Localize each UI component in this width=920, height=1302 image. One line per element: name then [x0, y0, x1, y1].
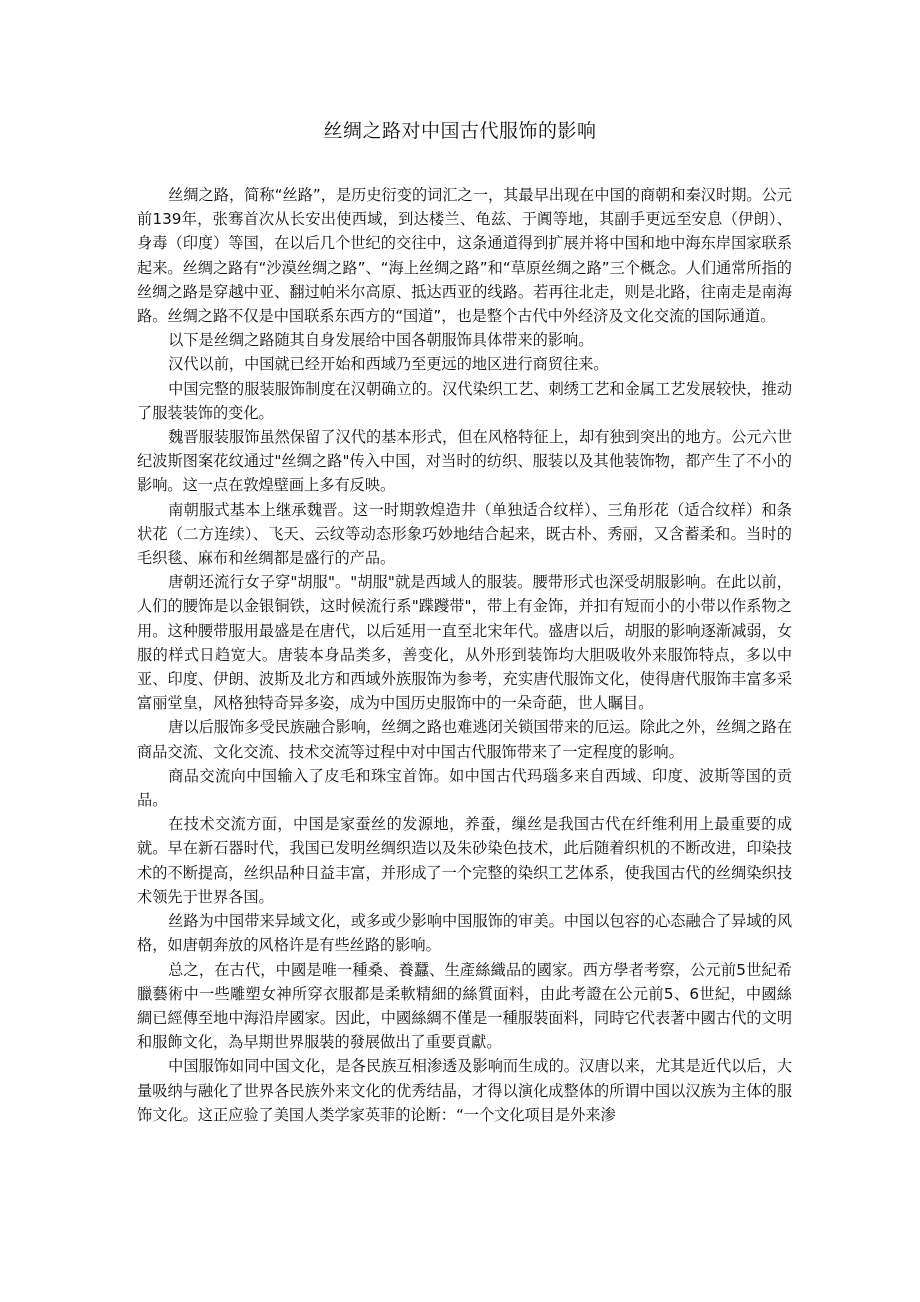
- document-title: 丝绸之路对中国古代服饰的影响: [323, 120, 597, 142]
- paragraph: 唐以后服饰多受民族融合影响，丝绸之路也难逃闭关锁国带来的厄运。除此之外，丝绸之路在商品交流、文化交流、技术交流等过程中对中国古代服饰带来了一定程度的影响。: [137, 718, 792, 761]
- paragraph: 丝路为中国带来异域文化，或多或少影响中国服饰的审美。中国以包容的心态融合了异域的风格，如唐朝奔放的风格许是有些丝路的影响。: [137, 912, 792, 955]
- paragraph: 汉代以前，中国就已经开始和西域乃至更远的地区进行商贸往来。: [168, 355, 609, 374]
- paragraph: 以下是丝绸之路随其自身发展给中国各朝服饰具体带来的影响。: [168, 331, 594, 350]
- paragraph: 中国完整的服装服饰制度在汉朝确立的。汉代染织工艺、刺绣工艺和金属工艺发展较快，推动了服装装饰的变化。: [137, 379, 792, 422]
- paragraph: 中国服饰如同中国文化，是各民族互相渗透及影响而生成的。汉唐以来，尤其是近代以后，大量吸纳与融化了世界各民族外来文化的优秀结晶，才得以演化成整体的所谓中国以汉族为主体的服饰文化。这正应验了美国人类学家英菲的论断：“一个文化项目是外来渗: [137, 1057, 792, 1124]
- paragraph: 总之，在古代，中國是唯一種桑、養蠶、生產絲織品的國家。西方學者考察，公元前5世紀希臘藝術中一些雕塑女神所穿衣服都是柔軟精細的絲質面料，由此考證在公元前5、6世紀，中國絲綢已經傳至地中海沿岸國家。因此，中國絲綢不僅是一種服裝面料，同時它代表著中國古代的文明和服飾文化，為早期世界服裝的發展做出了重要貢獻。: [137, 960, 792, 1052]
- document-body: [137, 183, 792, 1127]
- paragraph: 魏晋服装服饰虽然保留了汉代的基本形式，但在风格特征上，却有独到突出的地方。公元六世纪波斯图案花纹通过"丝绸之路"传入中国，对当时的纺织、服装以及其他装饰物，都产生了不小的影响。这一点在敦煌壁画上多有反映。: [137, 428, 792, 495]
- paragraph: 在技术交流方面，中国是家蚕丝的发源地，养蚕，缫丝是我国古代在纤维利用上最重要的成就。早在新石器时代，我国已发明丝绸织造以及朱砂染色技术，此后随着织机的不断改进，印染技术的不断提高，丝织品种日益丰富，并形成了一个完整的染织工艺体系，使我国古代的丝绸染织技术领先于世界各国。: [137, 815, 792, 906]
- paragraph: 丝绸之路，简称“丝路”，是历史衍变的词汇之一，其最早出现在中国的商朝和秦汉时期。公元前139年，张骞首次从长安出使西域，到达楼兰、龟兹、于阗等地，其副手更远至安息（伊朗）、身毒（印度）等国，在以后几个世纪的交往中，这条通道得到扩展并将中国和地中海东岸国家联系起来。丝绸之路有“沙漠丝绸之路”、“海上丝绸之路”和“草原丝绸之路”三个概念。人们通常所指的丝绸之路是穿越中亚、翻过帕米尔高原、抵达西亚的线路。若再往北走，则是北路，往南走是南海路。丝绸之路不仅是中国联系东西方的“国道”，也是整个古代中外经济及文化交流的国际通道。: [137, 186, 792, 326]
- paragraph: 唐朝还流行女子穿"胡服"。"胡服"就是西域人的服装。腰带形式也深受胡服影响。在此以前，人们的腰饰是以金银铜铁，这时候流行系"蹀躞带"，带上有金饰，并扣有短而小的小带以作系物之用。这种腰带服用最盛是在唐代，以后延用一直至北宋年代。盛唐以后，胡服的影响逐渐减弱，女服的样式日趋宽大。唐装本身品类多，善变化，从外形到装饰均大胆吸收外来服饰特点，多以中亚、印度、伊朗、波斯及北方和西域外族服饰为参考，充实唐代服饰文化，使得唐代服饰丰富多采富丽堂皇，风格独特奇异多姿，成为中国历史服饰中的一朵奇葩，世人瞩目。: [137, 573, 792, 713]
- paragraph: 商品交流向中国输入了皮毛和珠宝首饰。如中国古代玛瑙多来自西域、印度、波斯等国的贡品。: [137, 766, 792, 810]
- paragraph: 南朝服式基本上继承魏晋。这一时期敦煌造井（单独适合纹样）、三角形花（适合纹样）和条状花（二方连续）、飞天、云纹等动态形象巧妙地结合起来，既古朴、秀丽，又含蓄柔和。当时的毛织毯、麻布和丝绸都是盛行的产品。: [137, 500, 792, 568]
